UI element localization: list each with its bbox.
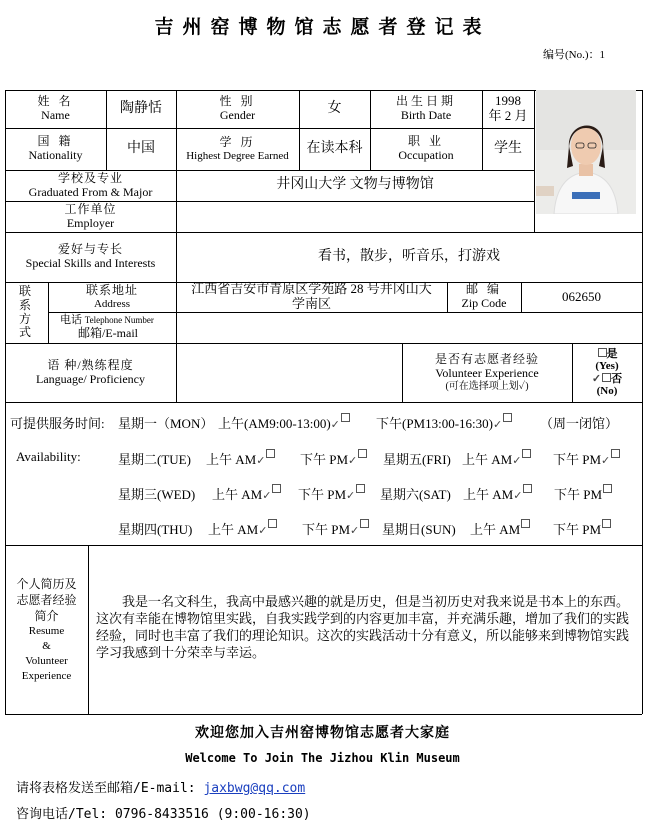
employer-value[interactable] xyxy=(176,201,534,232)
applicant-photo xyxy=(536,90,636,214)
education-label: 学 历 Highest Degree Earned xyxy=(186,134,289,162)
gender-value[interactable]: 女 xyxy=(327,100,342,116)
availability-thu-pm[interactable]: 下午 PM✓ xyxy=(302,519,369,538)
availability-sun-pm[interactable]: 下午 PM xyxy=(553,519,611,538)
email-link[interactable]: jaxbwg@qq.com xyxy=(203,781,306,796)
phone-email-value[interactable] xyxy=(176,312,642,343)
availability-note: （周一闭馆） xyxy=(540,416,619,431)
volunteer-no-option[interactable]: ✓ 否 xyxy=(591,372,623,385)
availability-tue-am[interactable]: 上午 AM✓ xyxy=(206,449,275,468)
address-value[interactable]: 江西省吉安市青原区学苑路 28 号井冈山大 学南区 xyxy=(191,281,432,311)
availability-thursday: 星期四(THU) xyxy=(118,522,193,537)
skills-label: 爱好与专长 Special Skills and Interests xyxy=(25,242,156,270)
availability-mon-pm[interactable]: 下午(PM13:00-16:30)✓ xyxy=(376,413,512,432)
availability-wednesday: 星期三(WED) xyxy=(118,487,196,502)
availability-wed-pm[interactable]: 下午 PM✓ xyxy=(298,484,365,503)
nationality-label: 国 籍 Nationality xyxy=(28,134,83,162)
availability-fri-pm[interactable]: 下午 PM✓ xyxy=(553,449,620,468)
resume-text[interactable]: 我是一名文科生，我高中最感兴趣的就是历史，但是当初历史对我来说是书本上的东西。这次有幸能在博物馆里实践，自我实践学到的内容更加丰富，并充满乐趣，增加了我们的实践经验，同时也丰富了我们的理论知识。这次的实践活动十分有意义，所以能够来到博物馆实践学习我感到十分荣幸与幸运。 xyxy=(96,595,630,662)
volunteer-yes-option[interactable]: 是 xyxy=(597,348,618,360)
form-title: 吉州窑博物馆志愿者登记表 xyxy=(154,17,491,38)
volunteer-experience-label: 是否有志愿者经验 Volunteer Experience (可在选择项上划✓) xyxy=(434,351,539,392)
occupation-label: 职 业 Occupation xyxy=(398,134,454,162)
name-label: 姓 名 Name xyxy=(37,94,74,122)
name-value[interactable]: 陶静恬 xyxy=(120,100,162,116)
school-value[interactable]: 井冈山大学 文物与博物馆 xyxy=(276,177,434,193)
availability-sat-pm[interactable]: 下午 PM xyxy=(554,484,612,503)
availability-monday: 星期一（MON） xyxy=(118,416,214,431)
availability-fri-am[interactable]: 上午 AM✓ xyxy=(462,449,531,468)
zip-value[interactable]: 062650 xyxy=(562,288,601,304)
education-value[interactable]: 在读本科 xyxy=(306,140,363,156)
availability-friday: 星期五(FRI) xyxy=(383,452,451,467)
occupation-value[interactable]: 学生 xyxy=(494,140,522,156)
availability-label-en: Availability: xyxy=(16,449,81,464)
check-mark-icon: ✓ xyxy=(591,372,602,385)
phone-email-label: 电话 Telephone Number 邮箱/E-mail xyxy=(60,314,154,340)
birth-date-label: 出生日期 Birth Date xyxy=(395,94,456,122)
birth-date-value[interactable]: 1998 年 2 月 xyxy=(488,93,528,123)
availability-tue-pm[interactable]: 下午 PM✓ xyxy=(300,449,367,468)
welcome-heading-en: Welcome To Join The Jizhou Klin Museum xyxy=(185,751,460,765)
welcome-heading-zh: 欢迎您加入吉州窑博物馆志愿者大家庭 xyxy=(195,726,450,741)
employer-label: 工作单位 Employer xyxy=(64,201,117,230)
availability-label-zh: 可提供服务时间: xyxy=(10,416,105,431)
availability-sunday: 星期日(SUN) xyxy=(382,522,456,537)
availability-wed-am[interactable]: 上午 AM✓ xyxy=(212,484,281,503)
availability-saturday: 星期六(SAT) xyxy=(380,487,451,502)
availability-sun-am[interactable]: 上午 AM xyxy=(470,519,530,538)
availability-mon-am[interactable]: 上午(AM9:00-13:00)✓ xyxy=(218,413,350,432)
contact-label: 联系方式 xyxy=(18,283,34,340)
availability-thu-am[interactable]: 上午 AM✓ xyxy=(208,519,277,538)
serial-number: 编号(No.)：1 xyxy=(542,49,605,61)
gender-label: 性 别 Gender xyxy=(219,94,256,122)
address-label: 联系地址 Address xyxy=(85,282,138,310)
school-label: 学校及专业 Graduated From & Major xyxy=(28,170,153,199)
resume-label: 个人简历及 志愿者经验 简介 Resume & Volunteer Experience xyxy=(16,576,77,682)
availability-tuesday: 星期二(TUE) xyxy=(118,452,191,467)
email-line: 请将表格发送至邮箱/E-mail: jaxbwg@qq.com xyxy=(16,781,306,796)
skills-value[interactable]: 看书，散步，听音乐，打游戏 xyxy=(318,248,500,264)
availability-sat-am[interactable]: 上午 AM✓ xyxy=(463,484,532,503)
volunteer-experience-choice[interactable]: 是 (Yes) ✓ 否 (No) xyxy=(591,348,623,397)
language-value[interactable] xyxy=(176,343,402,402)
phone-line: 咨询电话/Tel: 0796-8433516 (9:00-16:30) xyxy=(16,807,311,822)
nationality-value[interactable]: 中国 xyxy=(127,140,155,156)
zip-label: 邮 编 Zip Code xyxy=(461,282,507,310)
language-label: 语 种/熟练程度 Language/ Proficiency xyxy=(36,357,145,386)
